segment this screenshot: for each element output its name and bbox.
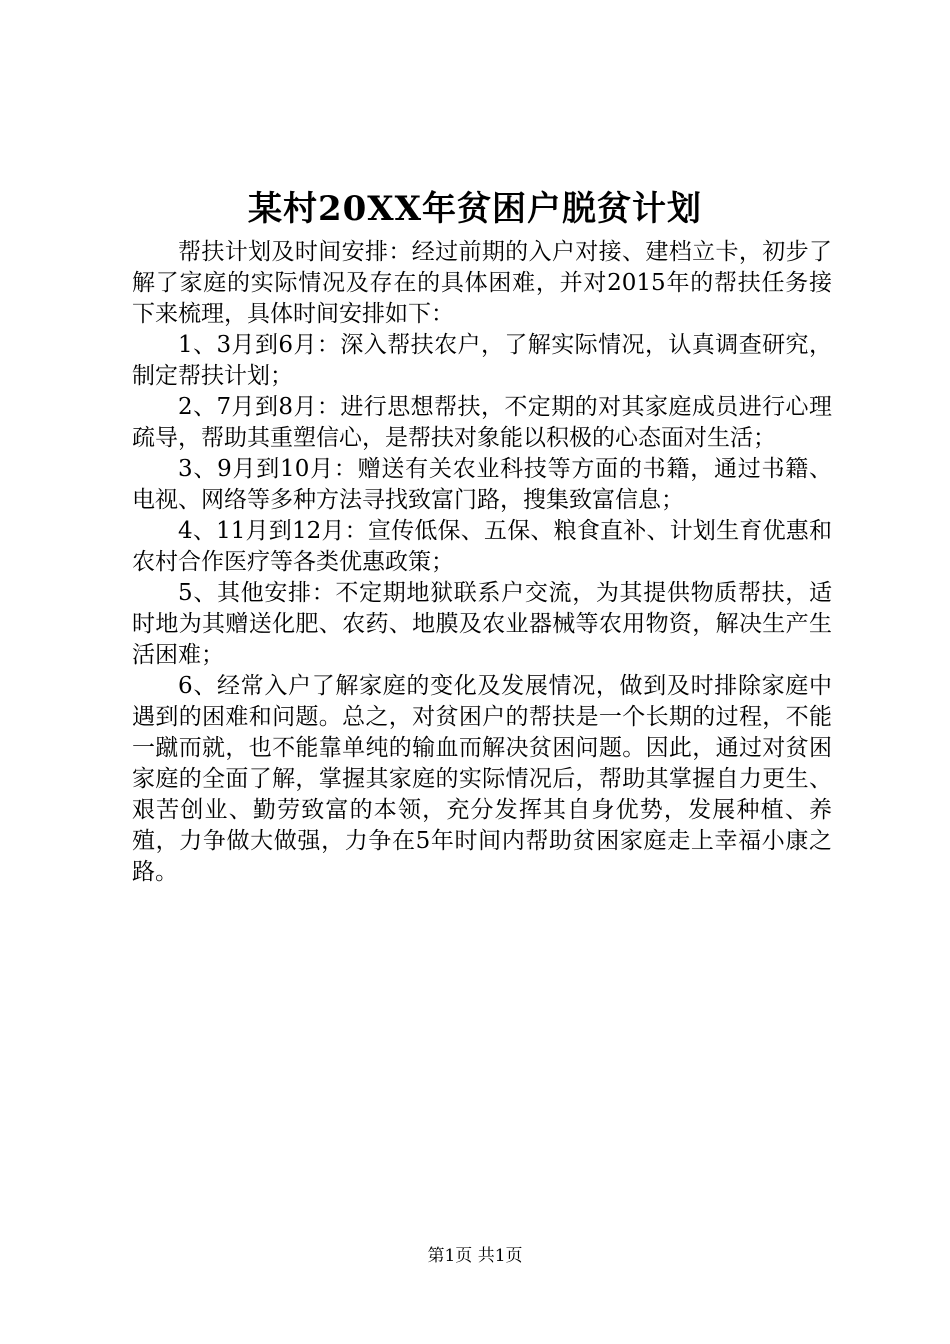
paragraph-item-6: 6、经常入户了解家庭的变化及发展情况，做到及时排除家庭中遇到的困难和问题。总之，对贫困户的帮扶是一个长期的过程，不能一蹴而就，也不能靠单纯的输血而解决贫困问题。因此，通过对贫困家庭的全面了解，掌握其家庭的实际情况后，帮助其掌握自力更生、艰苦创业、勤劳致富的本领，充分发挥其自身优势，发展种植、养殖，力争做大做强，力争在5年时间内帮助贫困家庭走上幸福小康之路。	[132, 673, 832, 885]
document-body	[132, 237, 832, 888]
paragraph-item-1: 1、3月到6月：深入帮扶农户，了解实际情况，认真调查研究，制定帮扶计划；	[132, 332, 832, 389]
paragraph-item-3: 3、9月到10月：赠送有关农业科技等方面的书籍，通过书籍、电视、网络等多种方法寻找致富门路，搜集致富信息；	[132, 456, 832, 513]
paragraph-item-2: 2、7月到8月：进行思想帮扶，不定期的对其家庭成员进行心理疏导，帮助其重塑信心，是帮扶对象能以积极的心态面对生活；	[132, 394, 832, 451]
paragraph-item-4: 4、11月到12月：宣传低保、五保、粮食直补、计划生育优惠和农村合作医疗等各类优惠政策；	[132, 518, 832, 575]
paragraph-item-5: 5、其他安排：不定期地狱联系户交流，为其提供物质帮扶，适时地为其赠送化肥、农药、地膜及农业器械等农用物资，解决生产生活困难；	[132, 580, 832, 668]
page-title: 某村20XX年贫困户脱贫计划	[247, 189, 703, 229]
paragraph-intro: 帮扶计划及时间安排：经过前期的入户对接、建档立卡，初步了解了家庭的实际情况及存在的具体困难，并对2015年的帮扶任务接下来梳理，具体时间安排如下：	[132, 239, 832, 327]
page-number-footer: 第1页 共1页	[427, 1246, 523, 1266]
